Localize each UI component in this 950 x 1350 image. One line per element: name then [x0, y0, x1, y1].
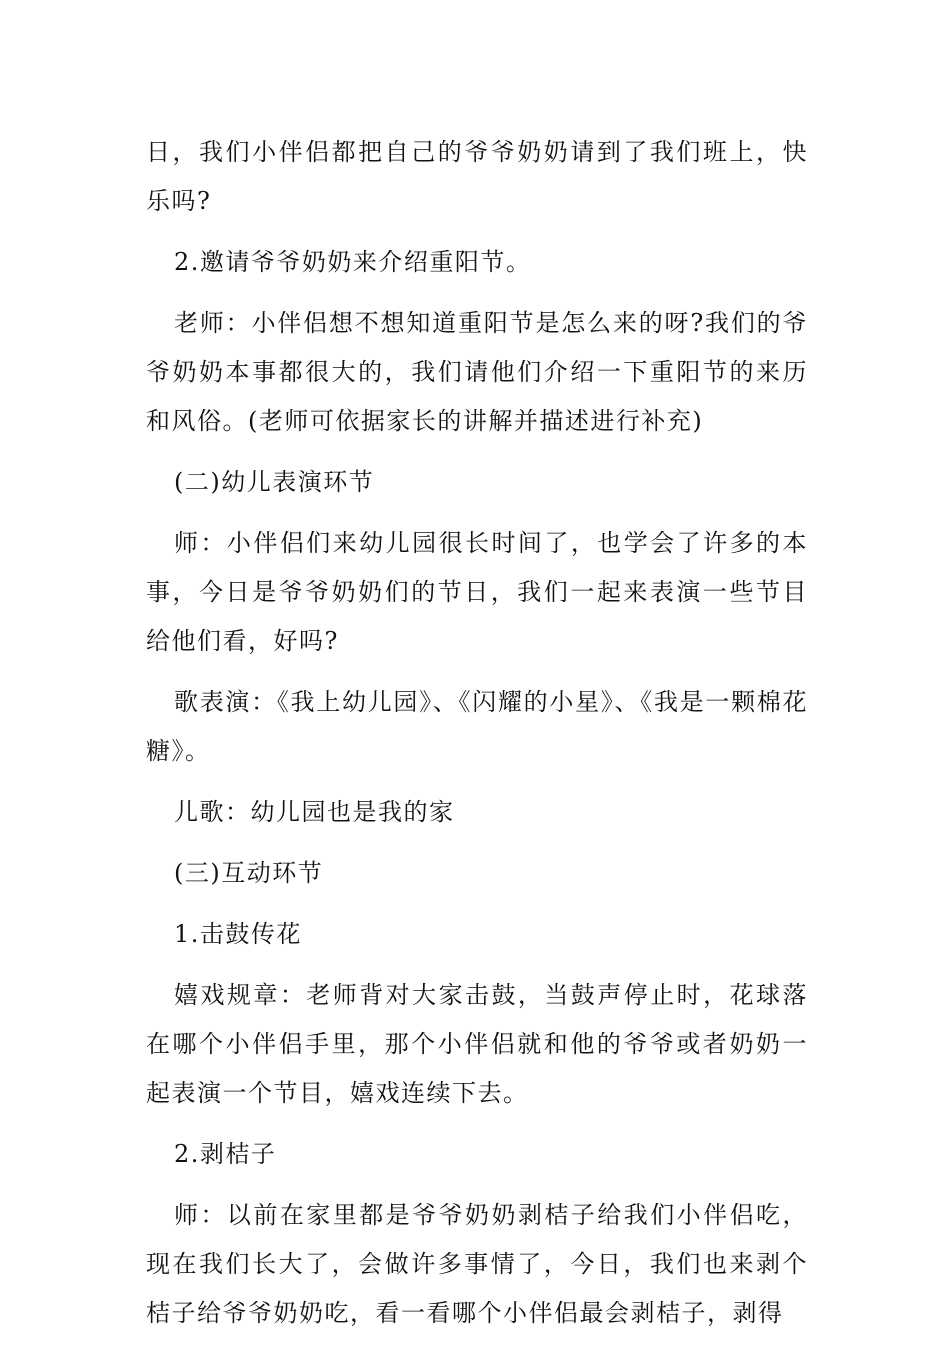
section-heading-performance: (二)幼儿表演环节 — [174, 468, 375, 496]
item-heading-peel-orange: 2.剥桔子 — [174, 1140, 277, 1168]
paragraph-song-list: 歌表演：《我上幼儿园》、《闪耀的小星》、《我是一颗棉花糖》。 — [146, 688, 808, 765]
section-heading-interaction: (三)互动环节 — [174, 859, 324, 887]
paragraph-game-rules: 嬉戏规章：老师背对大家击鼓，当鼓声停止时，花球落在哪个小伴侣手里，那个小伴侣就和他的爷爷或者奶奶一起表演一个节目，嬉戏连续下去。 — [146, 981, 808, 1107]
paragraph-teacher-intro: 老师：小伴侣想不想知道重阳节是怎么来的呀?我们的爷爷奶奶本事都很大的，我们请他们介绍一下重阳节的来历和风俗。(老师可依据家长的讲解并描述进行补充) — [146, 309, 808, 435]
paragraph-nursery-rhyme: 儿歌：幼儿园也是我的家 — [174, 798, 455, 826]
paragraph-invite-grandparents: 2.邀请爷爷奶奶来介绍重阳节。 — [174, 248, 532, 276]
item-heading-drum-flower: 1.击鼓传花 — [174, 920, 302, 948]
paragraph-peel-orange: 师：以前在家里都是爷爷奶奶剥桔子给我们小伴侣吃，现在我们长大了，会做许多事情了，今日，我们也来剥个桔子给爷爷奶奶吃，看一看哪个小伴侣最会剥桔子，剥得 — [146, 1201, 808, 1327]
paragraph-teacher-performance: 师：小伴侣们来幼儿园很长时间了，也学会了许多的本事，今日是爷爷奶奶们的节日，我们一起来表演一些节目给他们看，好吗? — [146, 529, 808, 655]
document-body — [146, 128, 808, 1350]
paragraph-continuation: 日，我们小伴侣都把自己的爷爷奶奶请到了我们班上，快乐吗? — [146, 138, 808, 215]
